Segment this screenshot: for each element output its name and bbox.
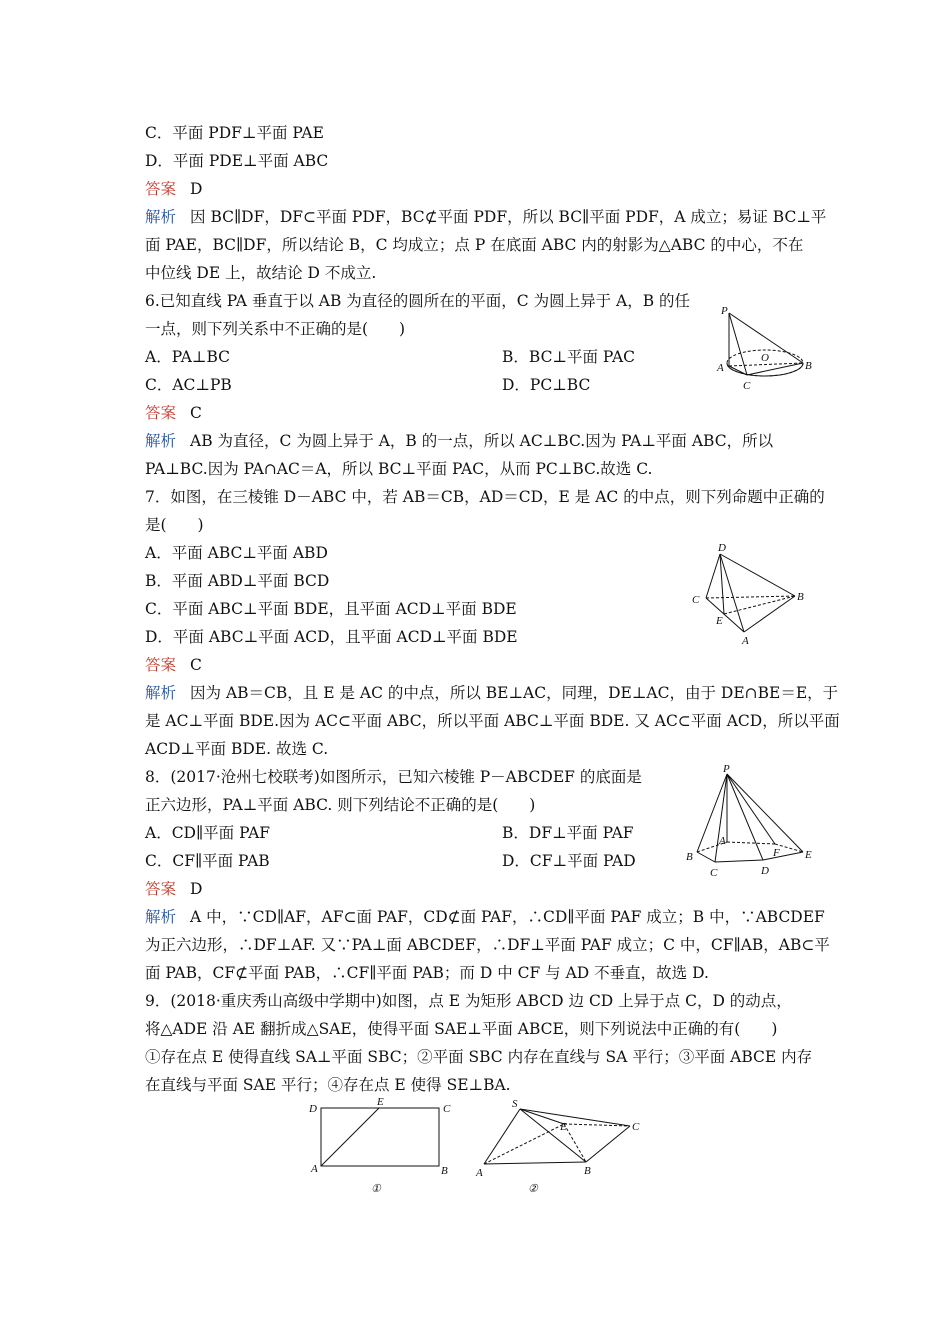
option-c: C．CF∥平面 PAB xyxy=(145,852,270,870)
explanation-line xyxy=(145,907,825,927)
label-e: E xyxy=(560,1121,567,1133)
answer-line xyxy=(145,655,202,675)
explanation-tag: 解析 xyxy=(145,908,177,926)
label-d: D xyxy=(761,865,769,877)
question-7: 7．如图，在三棱锥 D－ABC 中，若 AB＝CB，AD＝CD，E 是 AC 的中点，则下列命题中正确的 xyxy=(145,488,825,506)
answer-tag: 答案 xyxy=(145,656,177,674)
label-c: C xyxy=(692,594,700,606)
option-b: B．DF⊥平面 PAF xyxy=(502,824,634,842)
answer-value: C xyxy=(190,656,202,674)
text-line: 是 AC⊥平面 BDE.因为 AC⊂平面 ABC，所以平面 ABC⊥平面 BDE. 又 AC⊂平面 ACD，所以平面 xyxy=(145,712,840,730)
option-a: A．平面 ABC⊥平面 ABD xyxy=(145,544,328,562)
option-c: C．平面 PDF⊥平面 PAE xyxy=(145,124,324,142)
label-o: O xyxy=(761,352,769,364)
text-line: 将△ADE 沿 AE 翻折成△SAE，使得平面 SAE⊥平面 ABCE，则下列说法中正确的有( ) xyxy=(145,1020,778,1038)
label-a: A xyxy=(719,835,726,847)
question-6: 6.已知直线 PA 垂直于以 AB 为直径的圆所在的平面，C 为圆上异于 A，B 的任 xyxy=(145,292,691,310)
option-b: B．平面 ABD⊥平面 BCD xyxy=(145,572,330,590)
label-e: E xyxy=(377,1096,384,1108)
explanation-tag: 解析 xyxy=(145,684,177,702)
option-b: B．BC⊥平面 PAC xyxy=(502,348,635,366)
explanation-text: A 中，∵CD∥AF，AF⊂面 PAF，CD⊄面 PAF，∴CD∥平面 PAF 成立；B 中，∵ABCDEF xyxy=(190,908,825,926)
text-line: 一点，则下列关系中不正确的是( ) xyxy=(145,320,406,338)
answer-line xyxy=(145,879,202,899)
label-e: E xyxy=(716,615,723,627)
answer-value: C xyxy=(190,404,202,422)
figure-caption-2: ② xyxy=(528,1183,538,1195)
label-b: B xyxy=(805,360,812,372)
explanation-line xyxy=(145,683,838,703)
label-b: B xyxy=(441,1165,448,1177)
explanation-text: AB 为直径，C 为圆上异于 A，B 的一点，所以 AC⊥BC.因为 PA⊥平面 ABC，所以 xyxy=(190,432,774,450)
figure-caption-1: ① xyxy=(371,1183,381,1195)
label-a: A xyxy=(311,1163,318,1175)
figure-rectangle xyxy=(305,1096,465,1205)
answer-line xyxy=(145,179,202,199)
question-8: 8．(2017·沧州七校联考)如图所示，已知六棱锥 P－ABCDEF 的底面是 xyxy=(145,768,642,786)
figure-folded xyxy=(470,1096,650,1205)
option-d: D．平面 ABC⊥平面 ACD，且平面 ACD⊥平面 BDE xyxy=(145,628,518,646)
label-a: A xyxy=(476,1167,483,1179)
figure-cone-circle xyxy=(705,303,815,402)
text-line: 面 PAE，BC∥DF，所以结论 B，C 均成立；点 P 在底面 ABC 内的射影为△ABC 的中心，不在 xyxy=(145,236,804,254)
text-line: 面 PAB，CF⊄平面 PAB，∴CF∥平面 PAB；而 D 中 CF 与 AD 不垂直，故选 D. xyxy=(145,964,709,982)
label-c: C xyxy=(743,380,751,392)
option-d: D．CF⊥平面 PAD xyxy=(502,852,636,870)
text-line: 为正六边形，∴DF⊥AF. 又∵PA⊥面 ABCDEF，∴DF⊥平面 PAF 成立；C 中，CF∥AB，AB⊂平 xyxy=(145,936,830,954)
text-line: ①存在点 E 使得直线 SA⊥平面 SBC；②平面 SBC 内存在直线与 SA 平行；③平面 ABCE 内存 xyxy=(145,1048,813,1066)
explanation-tag: 解析 xyxy=(145,432,177,450)
label-b: B xyxy=(584,1165,591,1177)
label-f: F xyxy=(773,847,780,859)
label-s: S xyxy=(512,1098,518,1110)
answer-tag: 答案 xyxy=(145,180,177,198)
option-d: D．PC⊥BC xyxy=(502,376,591,394)
explanation-text: 因为 AB＝CB，且 E 是 AC 的中点，所以 BE⊥AC，同理，DE⊥AC，由于 DE∩BE＝E，于 xyxy=(190,684,839,702)
explanation-text: 因 BC∥DF，DF⊂平面 PDF，BC⊄平面 PDF，所以 BC∥平面 PDF，A 成立；易证 BC⊥平 xyxy=(190,208,827,226)
figure-triangular-pyramid xyxy=(688,540,813,654)
question-9: 9．(2018·重庆秀山高级中学期中)如图，点 E 为矩形 ABCD 边 CD 上异于点 C，D 的动点， xyxy=(145,992,792,1010)
option-a: A．CD∥平面 PAF xyxy=(145,824,271,842)
label-c: C xyxy=(443,1103,451,1115)
text-line: 正六边形，PA⊥平面 ABC. 则下列结论不正确的是( ) xyxy=(145,796,536,814)
explanation-line xyxy=(145,207,826,227)
option-c: C．平面 ABC⊥平面 BDE，且平面 ACD⊥平面 BDE xyxy=(145,600,517,618)
label-b: B xyxy=(686,851,693,863)
explanation-tag: 解析 xyxy=(145,208,177,226)
option-a: A．PA⊥BC xyxy=(145,348,231,366)
label-c: C xyxy=(710,867,718,879)
answer-value: D xyxy=(190,180,203,198)
label-b: B xyxy=(797,591,804,603)
option-c: C．AC⊥PB xyxy=(145,376,232,394)
text-line: ACD⊥平面 BDE. 故选 C. xyxy=(145,740,329,758)
label-a: A xyxy=(742,635,749,647)
label-d: D xyxy=(309,1103,317,1115)
text-line: 中位线 DE 上，故结论 D 不成立. xyxy=(145,264,377,282)
text-line: 是( ) xyxy=(145,516,204,534)
label-p: P xyxy=(721,305,728,317)
figure-hexagonal-pyramid xyxy=(683,762,823,886)
text-line: 在直线与平面 SAE 平行；④存在点 E 使得 SE⊥BA. xyxy=(145,1076,511,1094)
option-d: D．平面 PDE⊥平面 ABC xyxy=(145,152,329,170)
answer-value: D xyxy=(190,880,203,898)
label-a: A xyxy=(717,362,724,374)
text-line: PA⊥BC.因为 PA∩AC＝A，所以 BC⊥平面 PAC，从而 PC⊥BC.故选 C. xyxy=(145,460,653,478)
explanation-line xyxy=(145,431,773,451)
answer-line xyxy=(145,403,202,423)
label-e: E xyxy=(805,849,812,861)
answer-tag: 答案 xyxy=(145,880,177,898)
label-p: P xyxy=(723,763,730,775)
answer-tag: 答案 xyxy=(145,404,177,422)
label-c: C xyxy=(632,1121,640,1133)
label-d: D xyxy=(718,542,726,554)
